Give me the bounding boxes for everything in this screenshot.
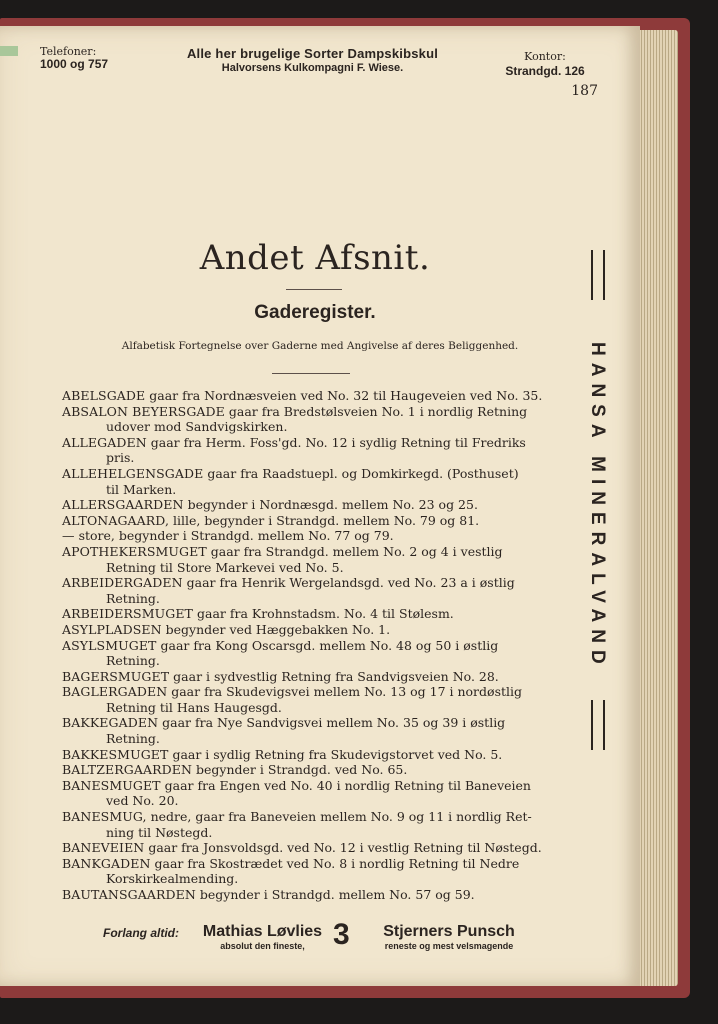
street-name: ABELSGADE: [62, 388, 146, 403]
register-entry: [62, 669, 560, 685]
header-ad-line1: Alle her brugelige Sorter Dampskibskul: [186, 46, 439, 61]
street-name: BAUTANSGAARDEN: [62, 887, 196, 902]
header-phone: [40, 45, 130, 71]
page-number: 187: [571, 83, 598, 99]
side-advert: [584, 250, 608, 770]
register-entry: [62, 544, 560, 575]
street-description: gaar fra Engen ved No. 40 i nordlig Retning til Baneveien: [164, 777, 531, 793]
street-description: gaar fra Kong Oscarsgd. mellem No. 48 og 50 i østlig: [160, 637, 499, 653]
street-name: —: [62, 528, 75, 544]
register-entry: [62, 715, 560, 746]
register-entry: [62, 747, 560, 763]
footer-label: Forlang altid:: [103, 926, 179, 940]
street-description: gaar fra Strandgd. mellem No. 2 og 4 i vestlig: [210, 543, 503, 559]
register-entry: [62, 404, 560, 435]
street-register: [62, 388, 560, 903]
street-description-continued: pris.: [106, 450, 135, 466]
header-office: [495, 50, 595, 79]
street-name: BAKKESMUGET: [62, 746, 169, 762]
street-description-continued: Retning.: [106, 590, 160, 606]
footer-number: 3: [333, 918, 350, 951]
header-ad-line2: Halvorsens Kulkompagni F. Wiese.: [221, 62, 404, 74]
street-description: lille, begynder i Strandgd. mellem No. 79 og 81.: [173, 512, 480, 528]
street-name: ARBEIDERSMUGET: [62, 606, 193, 622]
street-name: BANESMUG,: [62, 809, 147, 825]
street-description: gaar i sydlig Retning fra Skudevigstorvet ved No. 5.: [172, 746, 503, 762]
street-description: gaar fra Herm. Foss'gd. No. 12 i sydlig Retning til Fredriks: [150, 434, 526, 450]
street-description: gaar fra Bredstølsveien No. 1 i nordlig Retning: [228, 403, 528, 419]
street-description-continued: Retning til Hans Haugesgd.: [106, 699, 282, 715]
street-description: begynder ved Hæggebakken No. 1.: [165, 621, 391, 637]
phone-numbers: 1000 og 757: [40, 57, 109, 71]
street-name: BALTZERGAARDEN: [62, 762, 192, 778]
street-name: ALLEHELGENSGADE: [62, 465, 204, 481]
section-subtitle: Gaderegister.: [254, 302, 376, 323]
intro-rule: [272, 373, 350, 374]
register-entry: [62, 887, 560, 903]
register-entry: [62, 856, 560, 887]
street-description: nedre, gaar fra Baneveien mellem No. 9 og 11 i nordlig Ret-: [150, 809, 532, 825]
phone-label: Telefoner:: [40, 45, 97, 58]
street-description: store, begynder i Strandgd. mellem No. 77 og 79.: [78, 528, 394, 544]
register-entry: [62, 466, 560, 497]
street-description: gaar fra Henrik Wergelandsgd. ved No. 23 a i østlig: [186, 575, 515, 591]
register-entry: [62, 622, 560, 638]
street-description: begynder i Strandgd. ved No. 65.: [195, 762, 408, 778]
street-description: gaar fra Nordnæsveien ved No. 32 til Haugeveien ved No. 35.: [149, 388, 543, 403]
header-advert: [140, 46, 485, 74]
register-entry: [62, 606, 560, 622]
side-ad-top-bars: [591, 250, 605, 300]
footer-left-title: Mathias Løvlies: [202, 923, 323, 940]
street-name: ASYLSMUGET: [62, 637, 157, 653]
street-name: ARBEIDERGADEN: [62, 575, 183, 591]
street-name: BAGLERGADEN: [62, 684, 168, 700]
footer-right: [359, 923, 539, 951]
street-name: ALLEGADEN: [62, 434, 147, 450]
register-entry: [62, 388, 560, 404]
street-name: ASYLPLADSEN: [62, 621, 162, 637]
side-ad-text: HANSA MINERALVAND: [587, 341, 608, 671]
street-description-continued: Korskirkealmending.: [106, 871, 239, 887]
street-description: gaar i sydvestlig Retning fra Sandvigsveien No. 28.: [173, 668, 499, 684]
section-title: Andet Afsnit.: [199, 238, 431, 278]
register-entry: [62, 762, 560, 778]
office-address: Strandgd. 126: [505, 64, 585, 78]
street-description-continued: Retning til Store Markevei ved No. 5.: [106, 559, 344, 575]
street-description: begynder i Nordnæsgd. mellem No. 23 og 25.: [187, 497, 478, 513]
office-label: Kontor:: [524, 50, 566, 63]
street-description-continued: ved No. 20.: [106, 793, 179, 809]
register-entry: [62, 497, 560, 513]
register-entry: [62, 778, 560, 809]
footer-left: [195, 923, 330, 951]
street-description: gaar fra Raadstuepl. og Domkirkegd. (Posthuset): [207, 465, 519, 481]
side-ad-bottom-bars: [591, 700, 605, 750]
register-entry: [62, 435, 560, 466]
footer-right-title: Stjerners Punsch: [383, 923, 515, 940]
street-name: ALLERSGAARDEN: [62, 497, 184, 513]
street-description-continued: Retning.: [106, 731, 160, 747]
street-name: APOTHEKERSMUGET: [62, 543, 207, 559]
street-name: BANEVEIEN: [62, 840, 145, 856]
register-entry: [62, 638, 560, 669]
register-entry: [62, 528, 560, 544]
street-name: BANESMUGET: [62, 777, 161, 793]
street-name: BANKGADEN: [62, 855, 151, 871]
street-description: gaar fra Jonsvoldsgd. ved No. 12 i vestlig Retning til Nøstegd.: [148, 840, 542, 856]
footer-left-sub: absolut den fineste,: [220, 941, 305, 951]
street-description-continued: til Marken.: [106, 481, 177, 497]
street-name: ABSALON BEYERSGADE: [62, 403, 225, 419]
street-description: gaar fra Krohnstadsm. No. 4 til Stølesm.: [196, 606, 454, 622]
footer-advert: [95, 920, 555, 960]
street-description-continued: udover mod Sandvigskirken.: [106, 419, 288, 435]
street-name: ALTONAGAARD,: [62, 512, 170, 528]
register-entry: [62, 684, 560, 715]
bookmark-tab: [0, 46, 18, 56]
street-name: BAKKEGADEN: [62, 715, 159, 731]
street-description: begynder i Strandgd. mellem No. 57 og 59.: [199, 887, 475, 902]
street-name: BAGERSMUGET: [62, 668, 170, 684]
section-intro: Alfabetisk Fortegnelse over Gaderne med Angivelse af deres Beliggenhed.: [121, 340, 519, 352]
street-description: gaar fra Skostrædet ved No. 8 i nordlig Retning til Nedre: [154, 855, 520, 871]
title-rule: [286, 289, 342, 290]
street-description: gaar fra Nye Sandvigsvei mellem No. 35 og 39 i østlig: [162, 715, 506, 731]
street-description-continued: Retning.: [106, 653, 160, 669]
register-entry: [62, 575, 560, 606]
register-entry: [62, 513, 560, 529]
street-description: gaar fra Skudevigsvei mellem No. 13 og 17 i nordøstlig: [171, 684, 522, 700]
street-description-continued: ning til Nøstegd.: [106, 824, 213, 840]
register-entry: [62, 809, 560, 840]
register-entry: [62, 840, 560, 856]
footer-right-sub: reneste og mest velsmagende: [384, 941, 514, 951]
